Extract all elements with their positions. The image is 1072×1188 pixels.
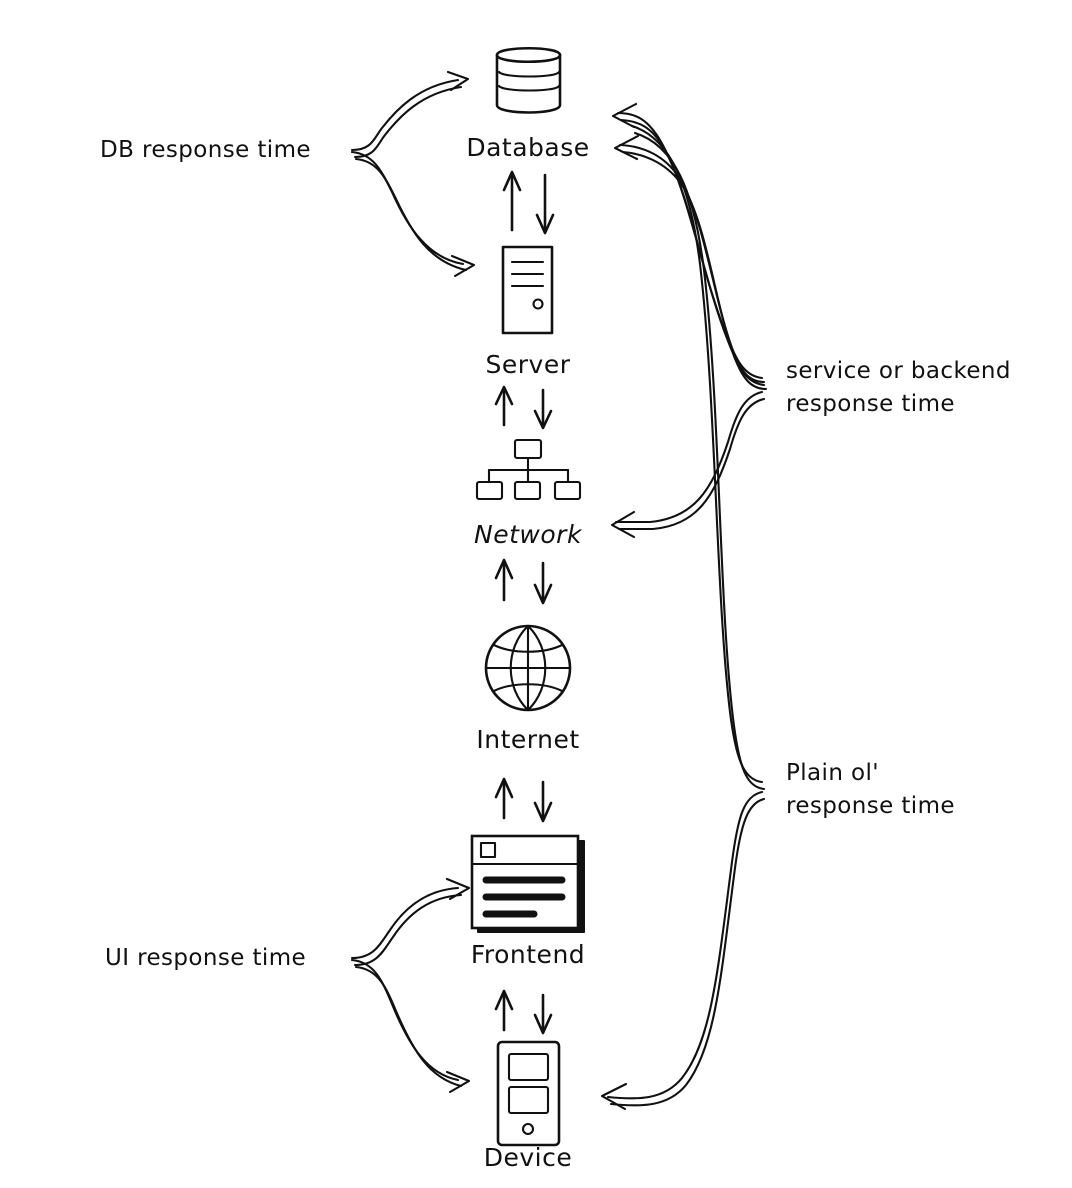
connector-server-database: [504, 172, 553, 233]
annotation-ui-response-time: [105, 879, 469, 1092]
globe-icon: [486, 626, 570, 710]
network-topology-icon: [477, 440, 580, 499]
annotation-service-backend-response-time: [612, 104, 1011, 537]
node-label-device: Device: [483, 1143, 573, 1172]
mobile-phone-icon: [498, 1042, 559, 1145]
browser-window-icon: [472, 836, 584, 932]
database-cylinder-icon: [497, 48, 560, 112]
server-tower-icon: [503, 247, 552, 333]
annotation-db-response-time-line-1: DB response time: [100, 137, 311, 163]
connector-device-frontend: [496, 991, 551, 1033]
node-label-database: Database: [466, 133, 590, 162]
annotation-service-line-1: service or backend: [786, 358, 1011, 384]
connector-internet-network: [496, 560, 551, 603]
node-label-internet: Internet: [476, 725, 580, 754]
annotation-ui-response-time-line-1: UI response time: [105, 945, 307, 971]
annotation-plain-response-time: [602, 126, 955, 1109]
annotation-plain-line-1: Plain ol': [786, 760, 880, 786]
connector-network-server: [496, 387, 551, 428]
node-label-network: Network: [474, 520, 582, 549]
annotation-db-response-time: [100, 72, 474, 276]
connector-frontend-internet: [496, 779, 551, 821]
node-label-frontend: Frontend: [470, 940, 586, 969]
annotation-service-line-2: response time: [786, 391, 955, 417]
annotation-plain-line-2: response time: [786, 793, 955, 819]
node-label-server: Server: [485, 350, 571, 379]
